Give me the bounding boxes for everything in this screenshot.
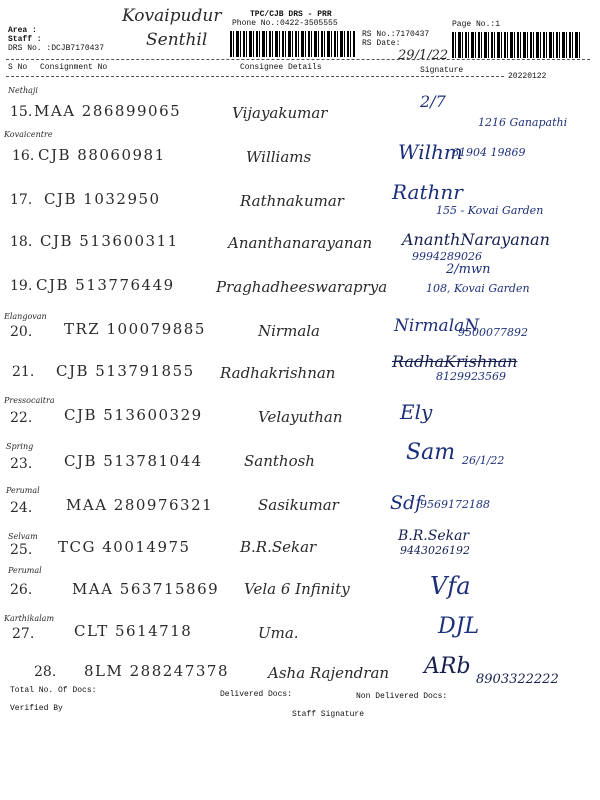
- rs-date-label: RS Date:: [362, 39, 401, 48]
- signature: Wilhm: [398, 140, 463, 164]
- row-number: 25.: [10, 542, 33, 558]
- consignee-name: Ananthanarayanan: [228, 234, 373, 252]
- col-details: Consignee Details: [240, 63, 322, 72]
- row-location: Kovaicentre: [4, 130, 53, 139]
- signature: RadhaKrishnan: [392, 352, 518, 371]
- phone-number: Phone No.:0422-3505555: [232, 19, 338, 28]
- signature-note: 9443026192: [400, 544, 470, 557]
- verified-by-label: Verified By: [10, 704, 63, 713]
- consignee-name: Praghadheeswaraprya: [216, 278, 388, 296]
- row-number: 26.: [10, 582, 33, 598]
- signature: DJL: [438, 614, 480, 639]
- drs-number: DRS No. :DCJB7170437: [8, 44, 105, 53]
- row-number: 24.: [10, 500, 33, 516]
- consignee-name: Asha Rajendran: [268, 664, 390, 682]
- consignee-name: Williams: [246, 148, 312, 166]
- consignment-number: TRZ 100079885: [64, 320, 206, 338]
- row-location: Pressocaitra: [4, 396, 55, 405]
- signature: ARb: [424, 654, 471, 679]
- consignee-name: B.R.Sekar: [240, 538, 317, 556]
- signature-note: 8903322222: [476, 672, 559, 687]
- row-location: Spring: [6, 442, 34, 451]
- signature: Sdf: [390, 492, 423, 514]
- signature-note: 26/1/22: [462, 454, 505, 467]
- consignment-number: 8LM 288247378: [84, 662, 230, 680]
- row-location: Perumal: [6, 486, 40, 495]
- document-title: TPC/CJB DRS - PRR: [250, 10, 332, 19]
- consignment-number: CJB 513781044: [64, 452, 203, 470]
- signature: Rathnr: [392, 180, 463, 204]
- consignee-name: Sasikumar: [258, 496, 339, 514]
- consignee-name: Rathnakumar: [240, 192, 344, 210]
- row-location: Elangovan: [4, 312, 47, 321]
- row-location: Nethaji: [8, 86, 38, 95]
- signature: 2/7: [420, 92, 446, 111]
- delivered-docs-label: Delivered Docs:: [220, 690, 293, 699]
- rs-number: RS No.:7170437: [362, 30, 430, 39]
- barcode-right: [452, 32, 582, 58]
- signature: Vfa: [430, 572, 471, 600]
- signature: B.R.Sekar: [398, 528, 470, 544]
- row-number: 16.: [12, 148, 35, 164]
- signature: NirmalaN: [394, 316, 480, 336]
- row-location: Perumal: [8, 566, 42, 575]
- row-number: 19.: [10, 278, 33, 294]
- signature-note: 9994289026: [412, 250, 482, 263]
- col-s-no: S No: [8, 63, 28, 72]
- area-label: Area :: [8, 26, 37, 35]
- handwritten-area: Kovaipudur: [122, 6, 222, 26]
- row-number: 17.: [10, 192, 33, 208]
- consignee-name: Nirmala: [258, 322, 320, 340]
- row-number: 27.: [12, 626, 35, 642]
- consignment-number: CJB 88060981: [38, 146, 166, 164]
- page-number: Page No.:1: [452, 20, 501, 29]
- row-location: Karthikalam: [4, 614, 55, 623]
- staff-label: Staff :: [8, 35, 42, 44]
- non-delivered-docs-label: Non Delivered Docs:: [356, 692, 448, 701]
- consignee-name: Santhosh: [244, 452, 315, 470]
- consignment-number: MAA 563715869: [72, 580, 220, 598]
- signature: Sam: [406, 440, 456, 465]
- consignee-name: Uma.: [258, 624, 299, 642]
- total-docs-label: Total No. Of Docs:: [10, 686, 97, 695]
- row-number: 18.: [10, 234, 33, 250]
- signature-note: 61904 19869: [452, 146, 526, 159]
- consignee-name: Radhakrishnan: [220, 364, 336, 382]
- consignment-number: CJB 513600311: [40, 232, 179, 250]
- barcode-left: [230, 31, 355, 57]
- row-number: 22.: [10, 410, 33, 426]
- handwritten-staff: Senthil: [146, 30, 208, 50]
- signature-note: 108, Kovai Garden: [426, 282, 530, 295]
- col-signature: Signature: [420, 66, 464, 75]
- header-rule-top: [6, 59, 590, 60]
- signature-note: 8129923569: [436, 370, 506, 383]
- row-number: 23.: [10, 456, 33, 472]
- signature-note: 155 - Kovai Garden: [436, 204, 544, 217]
- consignment-number: CJB 513600329: [64, 406, 203, 424]
- row-number: 28.: [34, 664, 57, 680]
- consignee-name: Vela 6 Infinity: [244, 580, 350, 598]
- consignment-number: MAA 286899065: [34, 102, 182, 120]
- consignment-number: CLT 5614718: [74, 622, 193, 640]
- header-rule-bottom: [6, 76, 504, 77]
- consignment-number: CJB 513791855: [56, 362, 195, 380]
- consignee-name: Velayuthan: [258, 408, 343, 426]
- row-number: 21.: [12, 364, 35, 380]
- signature: AnanthNarayanan: [402, 230, 550, 249]
- col-date-code: 20220122: [508, 72, 547, 81]
- signature: Ely: [400, 400, 433, 424]
- consignment-number: MAA 280976321: [66, 496, 214, 514]
- handwritten-date: 29/1/22: [398, 48, 449, 63]
- col-consignment: Consignment No: [40, 63, 108, 72]
- consignment-number: CJB 1032950: [44, 190, 161, 208]
- consignment-number: TCG 40014975: [58, 538, 191, 556]
- staff-signature-label: Staff Signature: [292, 710, 365, 719]
- signature: 2/mwn: [446, 262, 491, 277]
- row-number: 20.: [10, 324, 33, 340]
- signature-note: 9500077892: [458, 326, 528, 339]
- row-number: 15.: [10, 104, 33, 120]
- signature-note: 9569172188: [420, 498, 490, 511]
- signature-note: 1216 Ganapathi: [478, 116, 568, 129]
- consignment-number: CJB 513776449: [36, 276, 175, 294]
- row-location: Selvam: [8, 532, 38, 541]
- consignee-name: Vijayakumar: [232, 104, 328, 122]
